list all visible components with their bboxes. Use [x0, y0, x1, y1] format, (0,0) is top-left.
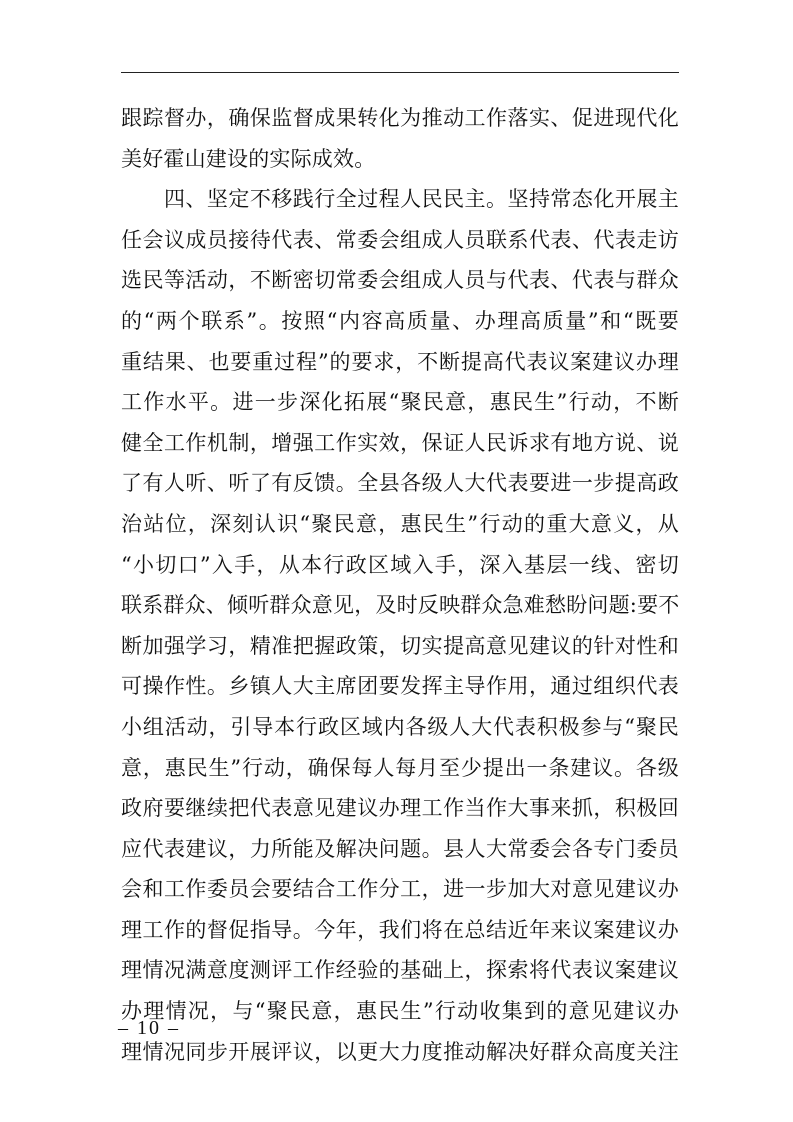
text-line: 治站位，深刻认识“聚民意，惠民生”行动的重大意义，从	[121, 511, 679, 536]
header-rule	[121, 72, 679, 73]
text-line: 会和工作委员会要结合工作分工，进一步加大对意见建议办	[121, 877, 679, 902]
text-line: 工作水平。进一步深化拓展“聚民意，惠民生”行动，不断	[121, 390, 679, 415]
text-line: 的“两个联系”。按照“内容高质量、办理高质量”和“既要	[121, 308, 679, 333]
text-line: 联系群众、倾听群众意见，及时反映群众急难愁盼问题:要不	[121, 593, 680, 618]
text-line: 跟踪督办，确保监督成果转化为推动工作落实、促进现代化	[121, 106, 679, 130]
text-line: 小组活动，引导本行政区域内各级人大代表积极参与“聚民	[121, 714, 679, 739]
text-line: 选民等活动，不断密切常委会组成人员与代表、代表与群众	[121, 268, 679, 293]
text-line: 意，惠民生”行动，确保每人每月至少提出一条建议。各级	[121, 755, 679, 780]
text-line: 了有人听、听了有反馈。全县各级人大代表要进一步提高政	[121, 471, 679, 496]
text-line: 理情况满意度测评工作经验的基础上，探索将代表议案建议	[121, 958, 679, 983]
text-line: 任会议成员接待代表、常委会组成人员联系代表、代表走访	[121, 227, 679, 252]
text-line: 办理情况，与“聚民意，惠民生”行动收集到的意见建议办	[121, 999, 679, 1024]
text-line: 断加强学习，精准把握政策，切实提高意见建议的针对性和	[121, 633, 679, 658]
text-line: 应代表建议，力所能及解决问题。县人大常委会各专门委员	[121, 836, 679, 861]
page-number: – 10 –	[118, 1017, 180, 1039]
text-line: 四、坚定不移践行全过程人民民主。坚持常态化开展主	[121, 187, 679, 212]
text-line: 健全工作机制，增强工作实效，保证人民诉求有地方说、说	[121, 430, 679, 455]
text-line: 政府要继续把代表意见建议办理工作当作大事来抓，积极回	[121, 796, 679, 821]
body-text	[121, 98, 679, 1072]
text-line: 美好霍山建设的实际成效。	[121, 146, 376, 171]
text-line: 理工作的督促指导。今年，我们将在总结近年来议案建议办	[121, 917, 679, 942]
text-line: 重结果、也要重过程”的要求，不断提高代表议案建议办理	[121, 349, 679, 374]
text-line: 可操作性。乡镇人大主席团要发挥主导作用，通过组织代表	[121, 674, 679, 699]
text-line: 理情况同步开展评议，以更大力度推动解决好群众高度关注	[121, 1039, 679, 1064]
text-line: “小切口”入手，从本行政区域入手，深入基层一线、密切	[121, 552, 679, 577]
